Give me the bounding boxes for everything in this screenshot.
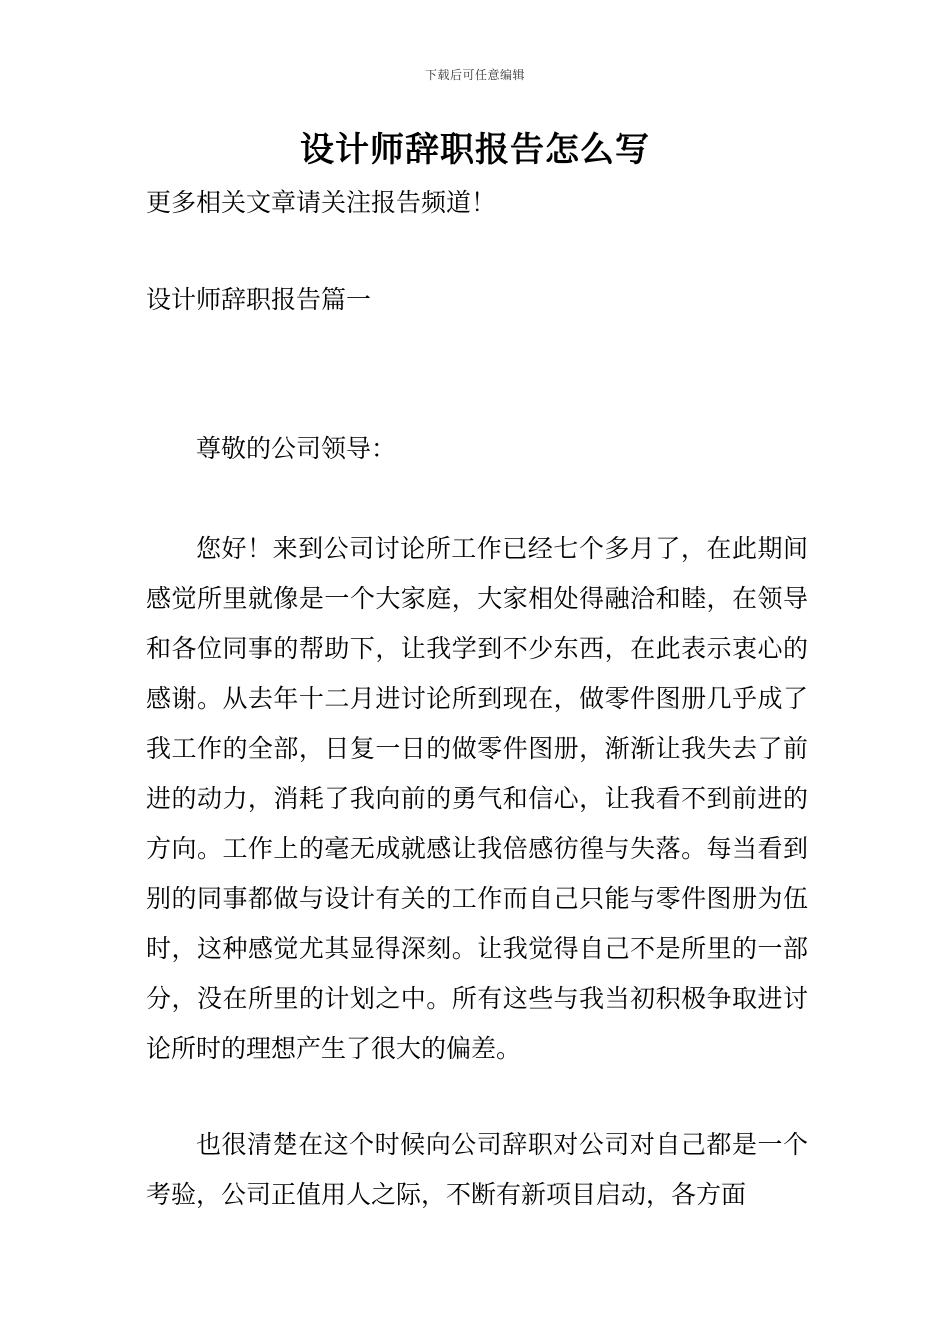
salutation: 尊敬的公司领导： xyxy=(196,434,397,463)
related-articles-note: 更多相关文章请关注报告频道！ xyxy=(146,188,497,217)
section-heading: 设计师辞职报告篇一 xyxy=(146,285,372,314)
body-paragraph-1: 您好！来到公司讨论所工作已经七个多月了，在此期间感觉所里就像是一个大家庭，大家相处得融洽和睦，在领导和各位同事的帮助下，让我学到不少东西，在此表示衷心的感谢。从去年十二月进讨论所到现在，做零件图册几乎成了我工作的全部，日复一日的做零件图册，渐渐让我失去了前进的动力，消耗了我向前的勇气和信心，让我看不到前进的方向。工作上的毫无成就感让我倍感彷徨与失落。每当看到别的同事都做与设计有关的工作而自己只能与零件图册为伍时，这种感觉尤其显得深刻。让我觉得自己不是所里的一部分，没在所里的计划之中。所有这些与我当初积极争取进讨论所时的理想产生了很大的偏差。 xyxy=(146,534,808,1063)
body-paragraph-2: 也很清楚在这个时候向公司辞职对公司对自己都是一个考验，公司正值用人之际，不断有新项目启动，各方面 xyxy=(146,1130,808,1209)
header-note: 下载后可任意编辑 xyxy=(424,68,525,82)
document-title: 设计师辞职报告怎么写 xyxy=(300,130,650,170)
